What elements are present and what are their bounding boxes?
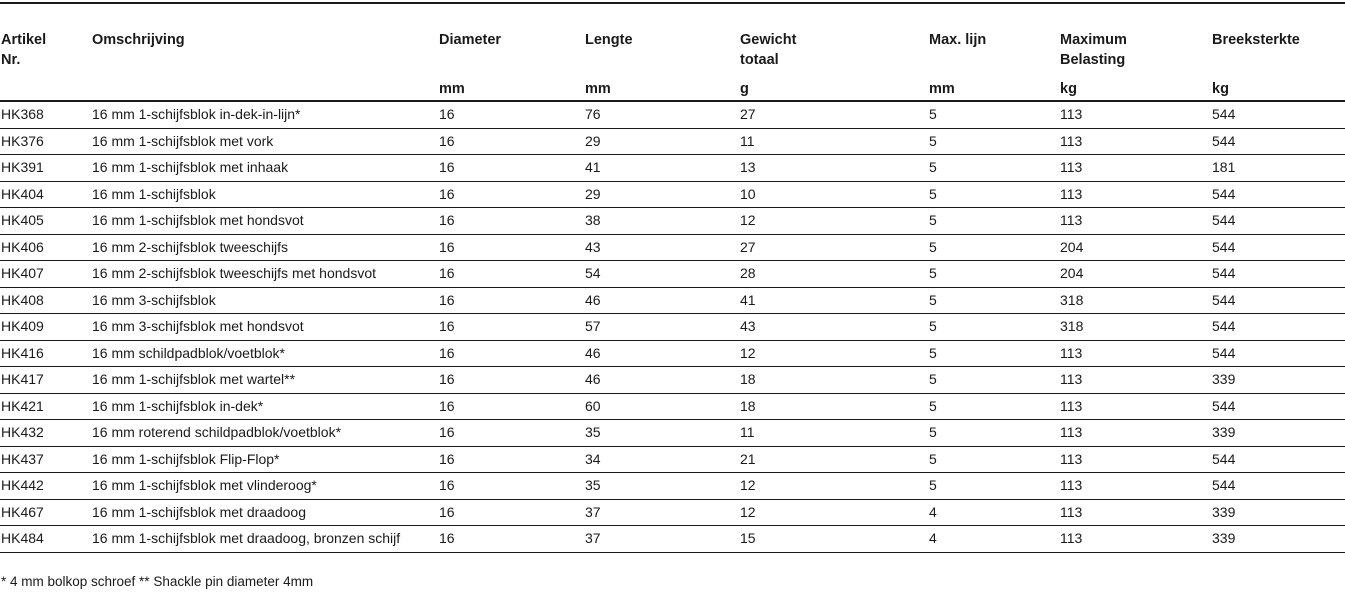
cell-maximum-belasting: 204 [1059,234,1211,261]
cell-omschrijving: 16 mm 1-schijfsblok met draadoog, bronzen schijf [91,526,438,553]
cell-omschrijving: 16 mm 2-schijfsblok tweeschijfs met hondsvot [91,261,438,288]
cell-maximum-belasting: 113 [1059,101,1211,128]
cell-omschrijving: 16 mm 1-schijfsblok met draadoog [91,499,438,526]
table-row [0,234,1345,261]
top-rule [0,2,1345,4]
cell-max-lijn: 5 [928,261,1059,288]
cell-omschrijving: 16 mm 1-schijfsblok met inhaak [91,155,438,182]
cell-lengte: 46 [584,340,739,367]
cell-omschrijving: 16 mm roterend schildpadblok/voetblok* [91,420,438,447]
unit-gewicht: g [739,78,928,101]
cell-max-lijn: 5 [928,234,1059,261]
cell-breeksterkte: 544 [1211,473,1345,500]
cell-gewicht: 15 [739,526,928,553]
cell-artikel-nr: HK416 [0,340,91,367]
cell-max-lijn: 5 [928,208,1059,235]
cell-gewicht: 18 [739,393,928,420]
cell-maximum-belasting: 318 [1059,314,1211,341]
cell-maximum-belasting: 113 [1059,393,1211,420]
cell-gewicht: 41 [739,287,928,314]
cell-omschrijving: 16 mm 1-schijfsblok [91,181,438,208]
cell-lengte: 46 [584,287,739,314]
cell-diameter: 16 [438,128,584,155]
cell-breeksterkte: 544 [1211,208,1345,235]
cell-max-lijn: 5 [928,420,1059,447]
cell-maximum-belasting: 113 [1059,446,1211,473]
cell-artikel-nr: HK417 [0,367,91,394]
cell-lengte: 29 [584,181,739,208]
unit-maximum-belasting: kg [1059,78,1211,101]
cell-diameter: 16 [438,208,584,235]
cell-gewicht: 43 [739,314,928,341]
cell-diameter: 16 [438,101,584,128]
cell-breeksterkte: 339 [1211,526,1345,553]
cell-diameter: 16 [438,340,584,367]
cell-diameter: 16 [438,181,584,208]
header-diameter: Diameter [439,32,502,48]
cell-gewicht: 12 [739,340,928,367]
cell-max-lijn: 5 [928,393,1059,420]
cell-omschrijving: 16 mm 3-schijfsblok [91,287,438,314]
cell-artikel-nr: HK405 [0,208,91,235]
cell-diameter: 16 [438,367,584,394]
cell-omschrijving: 16 mm 2-schijfsblok tweeschijfs [91,234,438,261]
table-row [0,208,1345,235]
cell-gewicht: 28 [739,261,928,288]
cell-breeksterkte: 544 [1211,181,1345,208]
header-maximum-belasting: Maximum Belasting [1060,32,1127,68]
table-row [0,314,1345,341]
cell-gewicht: 18 [739,367,928,394]
cell-artikel-nr: HK409 [0,314,91,341]
cell-omschrijving: 16 mm 1-schijfsblok met hondsvot [91,208,438,235]
cell-gewicht: 13 [739,155,928,182]
cell-lengte: 37 [584,499,739,526]
unit-max-lijn: mm [928,78,1059,101]
cell-max-lijn: 4 [928,499,1059,526]
cell-max-lijn: 5 [928,181,1059,208]
table-row [0,181,1345,208]
cell-artikel-nr: HK408 [0,287,91,314]
cell-max-lijn: 5 [928,314,1059,341]
cell-breeksterkte: 544 [1211,287,1345,314]
cell-maximum-belasting: 113 [1059,367,1211,394]
cell-diameter: 16 [438,155,584,182]
cell-maximum-belasting: 318 [1059,287,1211,314]
cell-breeksterkte: 339 [1211,499,1345,526]
unit-omschrijving [91,78,438,101]
cell-diameter: 16 [438,234,584,261]
table-row [0,473,1345,500]
cell-lengte: 43 [584,234,739,261]
cell-lengte: 35 [584,420,739,447]
cell-maximum-belasting: 113 [1059,208,1211,235]
cell-lengte: 37 [584,526,739,553]
cell-artikel-nr: HK391 [0,155,91,182]
cell-diameter: 16 [438,446,584,473]
cell-diameter: 16 [438,287,584,314]
cell-diameter: 16 [438,420,584,447]
cell-gewicht: 11 [739,420,928,447]
cell-gewicht: 12 [739,208,928,235]
table-row [0,499,1345,526]
table-row [0,526,1345,553]
header-omschrijving: Omschrijving [92,32,185,48]
cell-artikel-nr: HK421 [0,393,91,420]
cell-artikel-nr: HK437 [0,446,91,473]
unit-breeksterkte: kg [1211,78,1345,101]
cell-max-lijn: 5 [928,128,1059,155]
cell-maximum-belasting: 113 [1059,181,1211,208]
cell-max-lijn: 5 [928,340,1059,367]
table-body [0,101,1345,552]
cell-diameter: 16 [438,473,584,500]
cell-breeksterkte: 181 [1211,155,1345,182]
cell-breeksterkte: 544 [1211,393,1345,420]
cell-maximum-belasting: 113 [1059,473,1211,500]
cell-gewicht: 27 [739,234,928,261]
table-row [0,367,1345,394]
header-gewicht-totaal: Gewicht totaal [740,32,797,68]
cell-lengte: 35 [584,473,739,500]
cell-lengte: 54 [584,261,739,288]
unit-lengte: mm [584,78,739,101]
cell-omschrijving: 16 mm 1-schijfsblok Flip-Flop* [91,446,438,473]
cell-gewicht: 10 [739,181,928,208]
cell-artikel-nr: HK368 [0,101,91,128]
table-row [0,155,1345,182]
cell-diameter: 16 [438,499,584,526]
cell-maximum-belasting: 113 [1059,128,1211,155]
cell-maximum-belasting: 113 [1059,526,1211,553]
cell-omschrijving: 16 mm 3-schijfsblok met hondsvot [91,314,438,341]
header-max-lijn: Max. lijn [929,32,987,48]
cell-omschrijving: 16 mm 1-schijfsblok met vlinderoog* [91,473,438,500]
cell-max-lijn: 5 [928,367,1059,394]
cell-lengte: 57 [584,314,739,341]
cell-artikel-nr: HK432 [0,420,91,447]
cell-lengte: 60 [584,393,739,420]
cell-gewicht: 27 [739,101,928,128]
header-breeksterkte: Breeksterkte [1212,32,1300,48]
cell-artikel-nr: HK404 [0,181,91,208]
cell-gewicht: 12 [739,473,928,500]
cell-breeksterkte: 544 [1211,314,1345,341]
cell-breeksterkte: 544 [1211,261,1345,288]
cell-max-lijn: 5 [928,473,1059,500]
cell-gewicht: 11 [739,128,928,155]
cell-lengte: 76 [584,101,739,128]
cell-artikel-nr: HK484 [0,526,91,553]
cell-max-lijn: 5 [928,155,1059,182]
table-row [0,287,1345,314]
header-artikel-nr: Artikel Nr. [1,32,47,68]
cell-omschrijving: 16 mm 1-schijfsblok in-dek* [91,393,438,420]
table-row [0,446,1345,473]
cell-gewicht: 12 [739,499,928,526]
cell-breeksterkte: 544 [1211,340,1345,367]
table-row [0,420,1345,447]
cell-breeksterkte: 544 [1211,446,1345,473]
cell-lengte: 38 [584,208,739,235]
cell-max-lijn: 5 [928,101,1059,128]
table-row [0,340,1345,367]
cell-breeksterkte: 544 [1211,101,1345,128]
cell-omschrijving: 16 mm schildpadblok/voetblok* [91,340,438,367]
footnote: * 4 mm bolkop schroef ** Shackle pin diameter 4mm [1,574,314,589]
cell-omschrijving: 16 mm 1-schijfsblok in-dek-in-lijn* [91,101,438,128]
cell-max-lijn: 5 [928,287,1059,314]
cell-max-lijn: 4 [928,526,1059,553]
cell-breeksterkte: 544 [1211,234,1345,261]
cell-artikel-nr: HK442 [0,473,91,500]
cell-gewicht: 21 [739,446,928,473]
cell-artikel-nr: HK467 [0,499,91,526]
cell-maximum-belasting: 113 [1059,155,1211,182]
cell-diameter: 16 [438,314,584,341]
cell-breeksterkte: 544 [1211,128,1345,155]
header-lengte: Lengte [585,32,633,48]
cell-lengte: 41 [584,155,739,182]
spec-table [0,30,1345,553]
cell-breeksterkte: 339 [1211,420,1345,447]
cell-maximum-belasting: 113 [1059,340,1211,367]
cell-lengte: 34 [584,446,739,473]
table-row [0,128,1345,155]
cell-lengte: 46 [584,367,739,394]
table-row [0,101,1345,128]
cell-artikel-nr: HK407 [0,261,91,288]
unit-artikel-nr [0,78,91,101]
unit-diameter: mm [438,78,584,101]
cell-diameter: 16 [438,261,584,288]
header-row [0,30,1345,78]
cell-artikel-nr: HK376 [0,128,91,155]
cell-diameter: 16 [438,526,584,553]
cell-max-lijn: 5 [928,446,1059,473]
table-row [0,393,1345,420]
cell-omschrijving: 16 mm 1-schijfsblok met wartel** [91,367,438,394]
cell-maximum-belasting: 113 [1059,499,1211,526]
cell-maximum-belasting: 204 [1059,261,1211,288]
cell-omschrijving: 16 mm 1-schijfsblok met vork [91,128,438,155]
cell-lengte: 29 [584,128,739,155]
cell-artikel-nr: HK406 [0,234,91,261]
table-row [0,261,1345,288]
cell-diameter: 16 [438,393,584,420]
cell-breeksterkte: 339 [1211,367,1345,394]
cell-maximum-belasting: 113 [1059,420,1211,447]
units-row [0,78,1345,101]
